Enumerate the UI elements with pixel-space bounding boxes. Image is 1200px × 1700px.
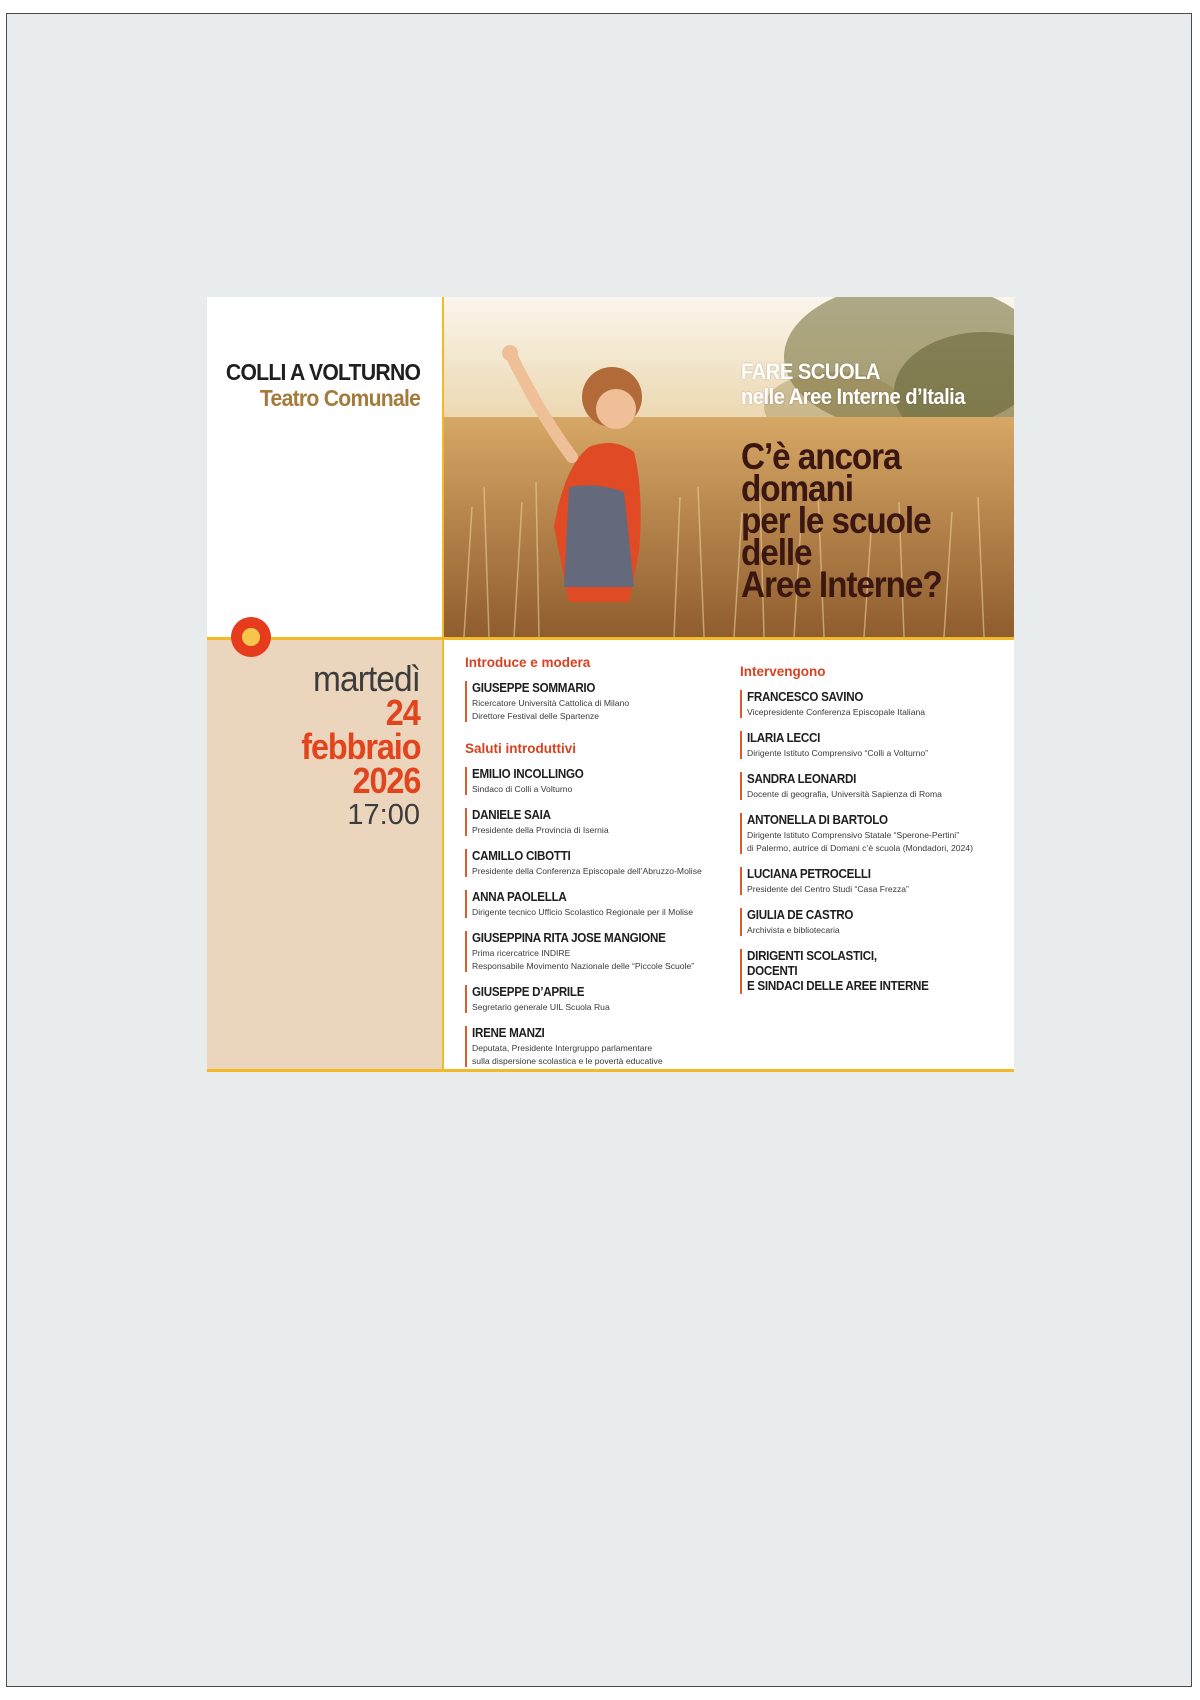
speaker-role: Presidente della Provincia di Isernia <box>472 825 609 835</box>
date-time: 17:00 <box>347 799 420 831</box>
speaker-role: di Palermo, autrice di Domani c’è scuola (Mondadori, 2024) <box>747 843 973 853</box>
speaker-role: Archivista e bibliotecaria <box>747 925 840 935</box>
speaker-role: Responsabile Movimento Nazionale delle “Piccole Scuole” <box>472 961 695 971</box>
speaker <box>465 985 735 1013</box>
speaker-name: ANTONELLA DI BARTOLO <box>747 813 888 827</box>
speaker <box>740 813 1010 854</box>
speaker-role: Prima ricercatrice INDIRE <box>472 948 571 958</box>
speaker-name: DANIELE SAIA <box>472 808 551 822</box>
closing-line: DOCENTI <box>747 964 798 978</box>
date-year: 2026 <box>352 760 420 801</box>
horizontal-divider <box>207 637 1014 640</box>
speaker-name: LUCIANA PETROCELLI <box>747 867 871 881</box>
section-title-saluti: Saluti introduttivi <box>465 741 576 756</box>
series-line-1: FARE SCUOLA <box>741 359 880 384</box>
closing-line: DIRIGENTI SCOLASTICI, <box>747 949 877 963</box>
speaker-role: Vicepresidente Conferenza Episcopale Italiana <box>747 707 926 717</box>
speaker-role: Dirigente tecnico Ufficio Scolastico Regionale per il Molise <box>472 907 693 917</box>
program-column-right <box>740 664 1010 1007</box>
speaker <box>740 772 1010 800</box>
vertical-divider <box>442 297 444 1072</box>
hero-photo <box>444 297 1014 637</box>
speaker <box>465 849 735 877</box>
speaker-name: ILARIA LECCI <box>747 731 821 745</box>
speaker-role: Dirigente Istituto Comprensivo Statale “Sperone-Pertini” <box>747 830 960 840</box>
speaker-name: GIULIA DE CASTRO <box>747 908 854 922</box>
speaker <box>740 908 1010 936</box>
closing-participants <box>740 949 1010 994</box>
speaker-name: ANNA PAOLELLA <box>472 890 567 904</box>
program-column-left <box>465 655 735 1072</box>
speaker <box>740 731 1010 759</box>
speaker-role: Segretario generale UIL Scuola Rua <box>472 1002 610 1012</box>
speaker-role: sulla dispersione scolastica e le povertà educative <box>472 1056 663 1066</box>
venue-town: COLLI A VOLTURNO <box>225 359 420 385</box>
title-line: delle <box>741 532 812 573</box>
speaker-role: Presidente del Centro Studi “Casa Frezza” <box>747 884 909 894</box>
circle-dot-icon <box>231 617 271 657</box>
closing-line: E SINDACI DELLE AREE INTERNE <box>747 979 929 993</box>
section-title-introduce: Introduce e modera <box>465 655 591 670</box>
speaker <box>465 808 735 836</box>
title-line: Aree Interne? <box>741 564 942 605</box>
speaker <box>740 690 1010 718</box>
event-poster <box>207 297 1014 1072</box>
speaker-role: Direttore Festival delle Spartenze <box>472 711 600 721</box>
speaker-role: Dirigente Istituto Comprensivo “Colli a Volturno” <box>747 748 929 758</box>
section-title-intervengono: Intervengono <box>740 664 826 679</box>
series-line-2: nelle Aree Interne d’Italia <box>741 384 965 409</box>
date-panel <box>207 640 442 1069</box>
speaker-name: GIUSEPPE SOMMARIO <box>472 681 596 695</box>
date-month: febbraio <box>300 726 420 767</box>
speaker-name: SANDRA LEONARDI <box>747 772 857 786</box>
speaker <box>465 931 735 972</box>
speaker-name: GIUSEPPE D’APRILE <box>472 985 585 999</box>
speaker-role: Ricercatore Università Cattolica di Milano <box>472 698 630 708</box>
speaker-name: EMILIO INCOLLINGO <box>472 767 584 781</box>
speaker-role: Sindaco di Colli a Volturno <box>472 784 573 794</box>
speaker-role: Deputata, Presidente Intergruppo parlamentare <box>472 1043 653 1053</box>
title-line: domani <box>741 468 853 509</box>
speaker-name: IRENE MANZI <box>472 1026 545 1040</box>
speaker <box>740 867 1010 895</box>
event-series <box>741 359 965 409</box>
speaker <box>465 1026 735 1067</box>
speaker-name: FRANCESCO SAVINO <box>747 690 864 704</box>
date-weekday: martedì <box>313 658 420 699</box>
speaker-name: GIUSEPPINA RITA JOSE MANGIONE <box>472 931 666 945</box>
date-day: 24 <box>386 692 420 733</box>
venue-place: Teatro Comunale <box>259 385 420 411</box>
title-line: per le scuole <box>741 500 931 541</box>
speaker-role: Presidente della Conferenza Episcopale dell’Abruzzo-Molise <box>472 866 702 876</box>
speaker <box>465 767 735 795</box>
speaker <box>465 681 735 722</box>
speaker-role: Docente di geografia, Università Sapienza di Roma <box>747 789 942 799</box>
venue-box <box>207 297 442 637</box>
speaker <box>465 890 735 918</box>
speaker-name: CAMILLO CIBOTTI <box>472 849 571 863</box>
event-title <box>741 436 942 605</box>
title-line: C’è ancora <box>741 436 901 477</box>
